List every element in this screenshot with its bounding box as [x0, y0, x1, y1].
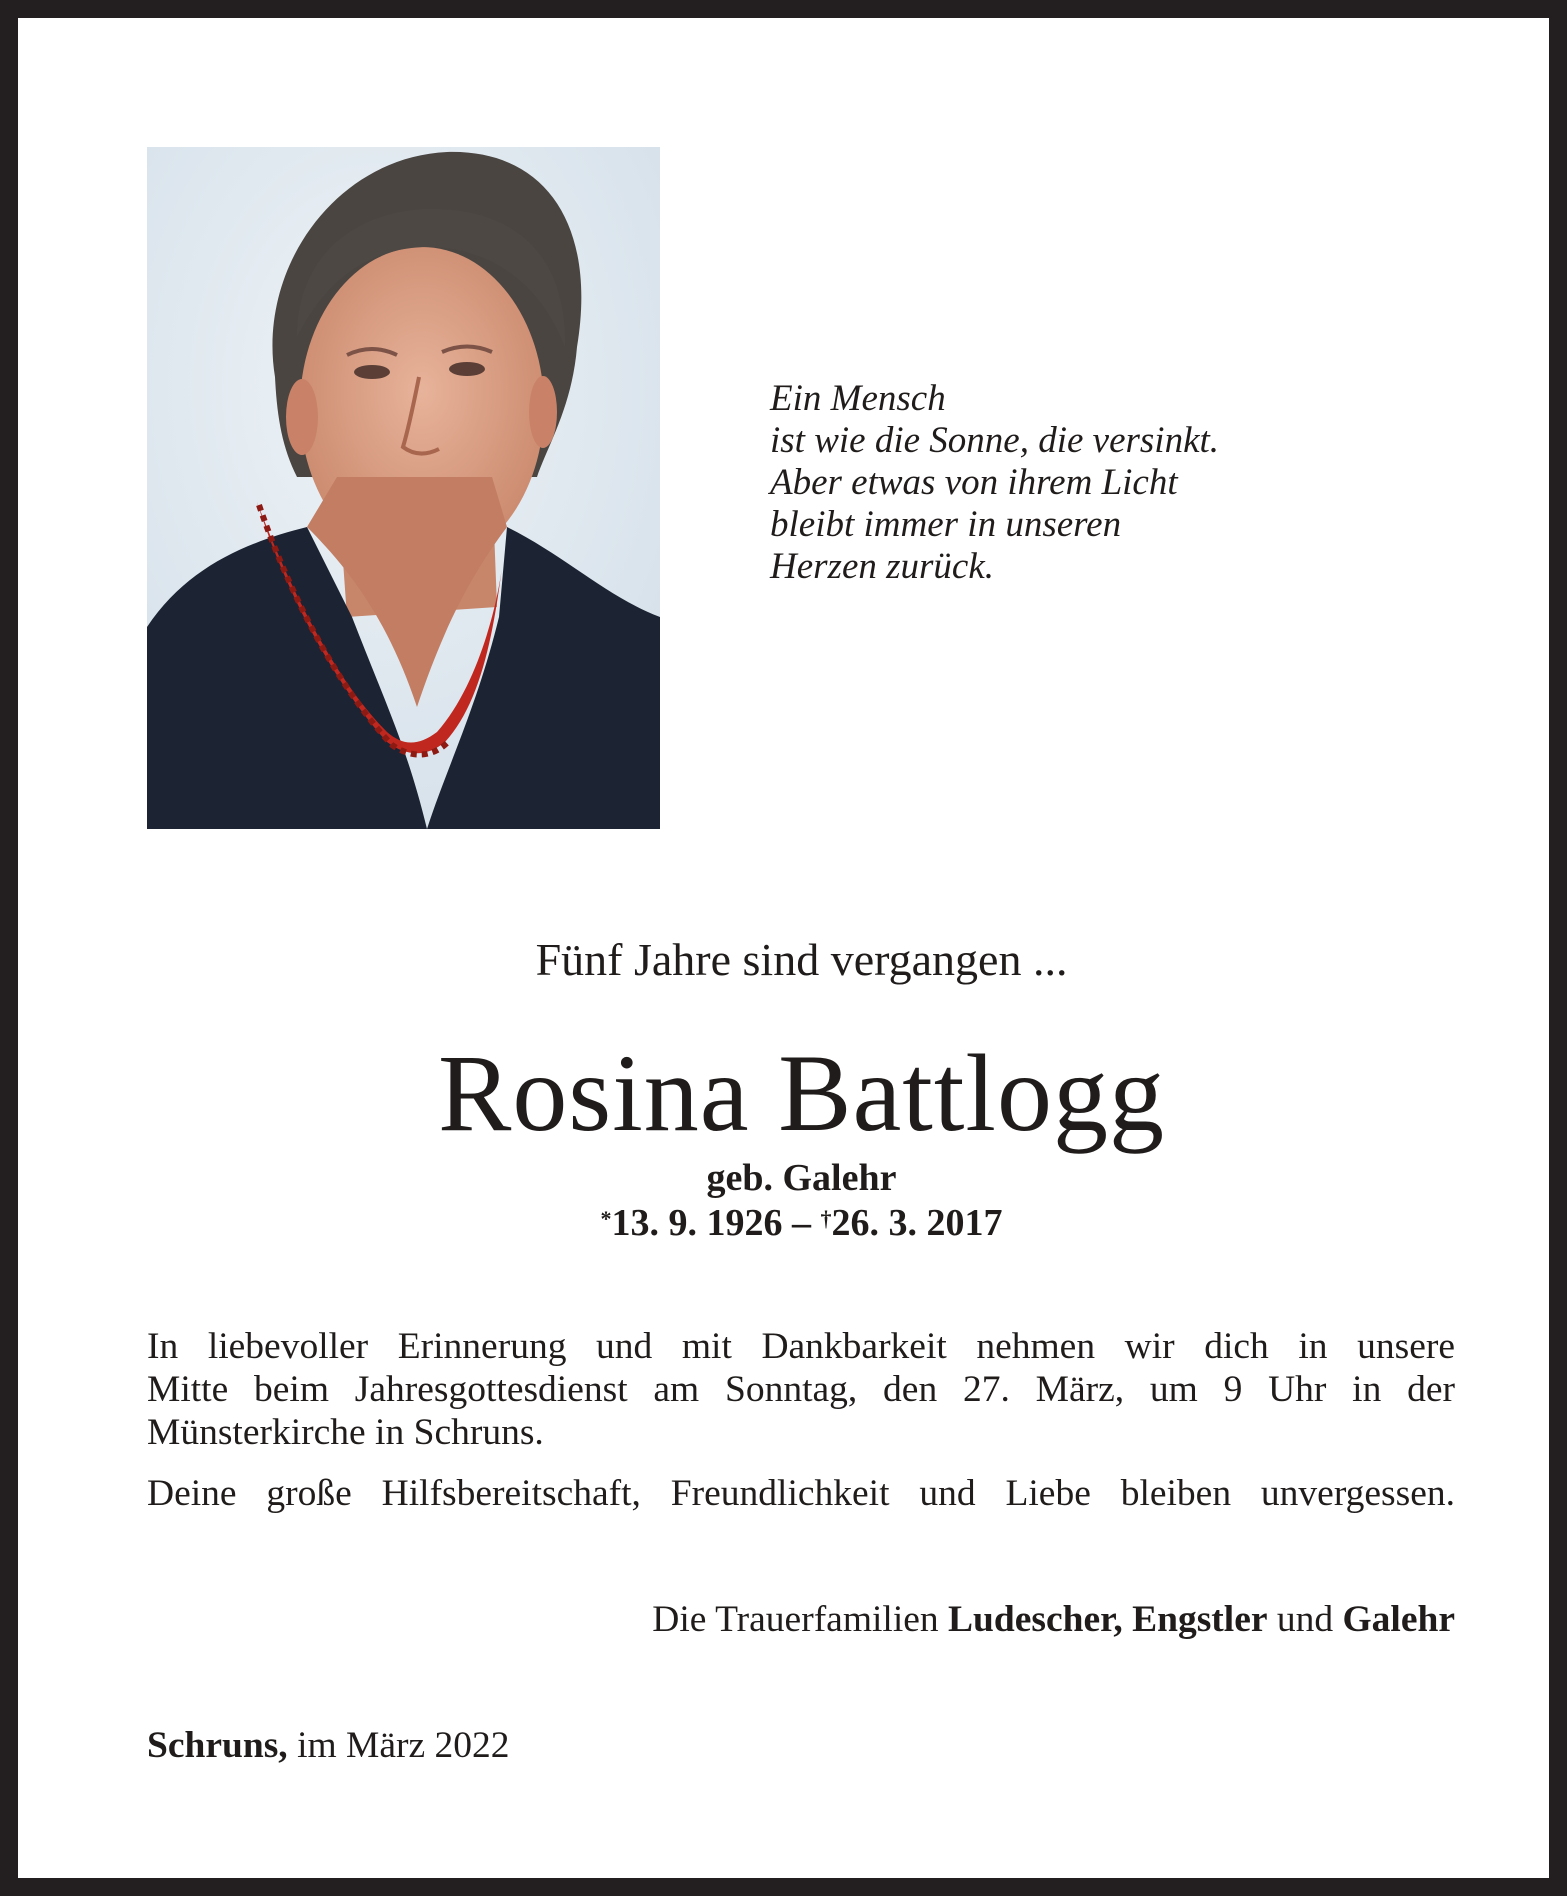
- paragraph-line: In liebevoller Erinnerung und mit Dankbarkeit nehmen wir dich in unsere: [147, 1326, 1455, 1367]
- date-separator: –: [782, 1202, 821, 1244]
- family-name: Ludescher,: [948, 1599, 1123, 1640]
- poem-line: Ein Mensch: [770, 378, 946, 419]
- family-signature: [147, 1598, 1455, 1642]
- paragraph-line: Mitte beim Jahresgottesdienst am Sonntag, den 27. März, um 9 Uhr in der: [147, 1369, 1455, 1410]
- poem-line: Herzen zurück.: [770, 546, 995, 587]
- family-name: Galehr: [1342, 1599, 1455, 1640]
- family-name: Engstler: [1132, 1599, 1268, 1640]
- portrait-photo-icon: [147, 147, 660, 829]
- maiden-name: geb. Galehr: [706, 1157, 897, 1199]
- life-dates: [18, 1200, 1567, 1246]
- poem-line: Aber etwas von ihrem Licht: [770, 462, 1178, 503]
- tribute-paragraph: Deine große Hilfsbereitschaft, Freundlichkeit und Liebe bleiben unvergessen.: [147, 1473, 1455, 1514]
- birth-symbol: *: [600, 1206, 612, 1231]
- intro-heading: Fünf Jahre sind vergangen ...: [535, 934, 1068, 985]
- deceased-name: Rosina Battlogg: [438, 1032, 1165, 1154]
- death-symbol: †: [820, 1206, 832, 1231]
- signature-conjunction: und: [1276, 1599, 1334, 1640]
- memorial-paragraph: [147, 1325, 1455, 1454]
- memorial-poem: [770, 378, 1330, 588]
- death-date: 26. 3. 2017: [831, 1202, 1003, 1244]
- signature-prefix: Die Trauerfamilien: [652, 1599, 939, 1640]
- portrait-photo: [147, 147, 660, 829]
- poem-line: ist wie die Sonne, die versinkt.: [770, 420, 1220, 461]
- place-month: im März 2022: [297, 1725, 510, 1766]
- place-town: Schruns,: [147, 1725, 288, 1766]
- birth-date: 13. 9. 1926: [611, 1202, 783, 1244]
- poem-line: bleibt immer in unseren: [770, 504, 1122, 545]
- paragraph-line: Münsterkirche in Schruns.: [147, 1412, 544, 1453]
- place-date: [147, 1724, 510, 1768]
